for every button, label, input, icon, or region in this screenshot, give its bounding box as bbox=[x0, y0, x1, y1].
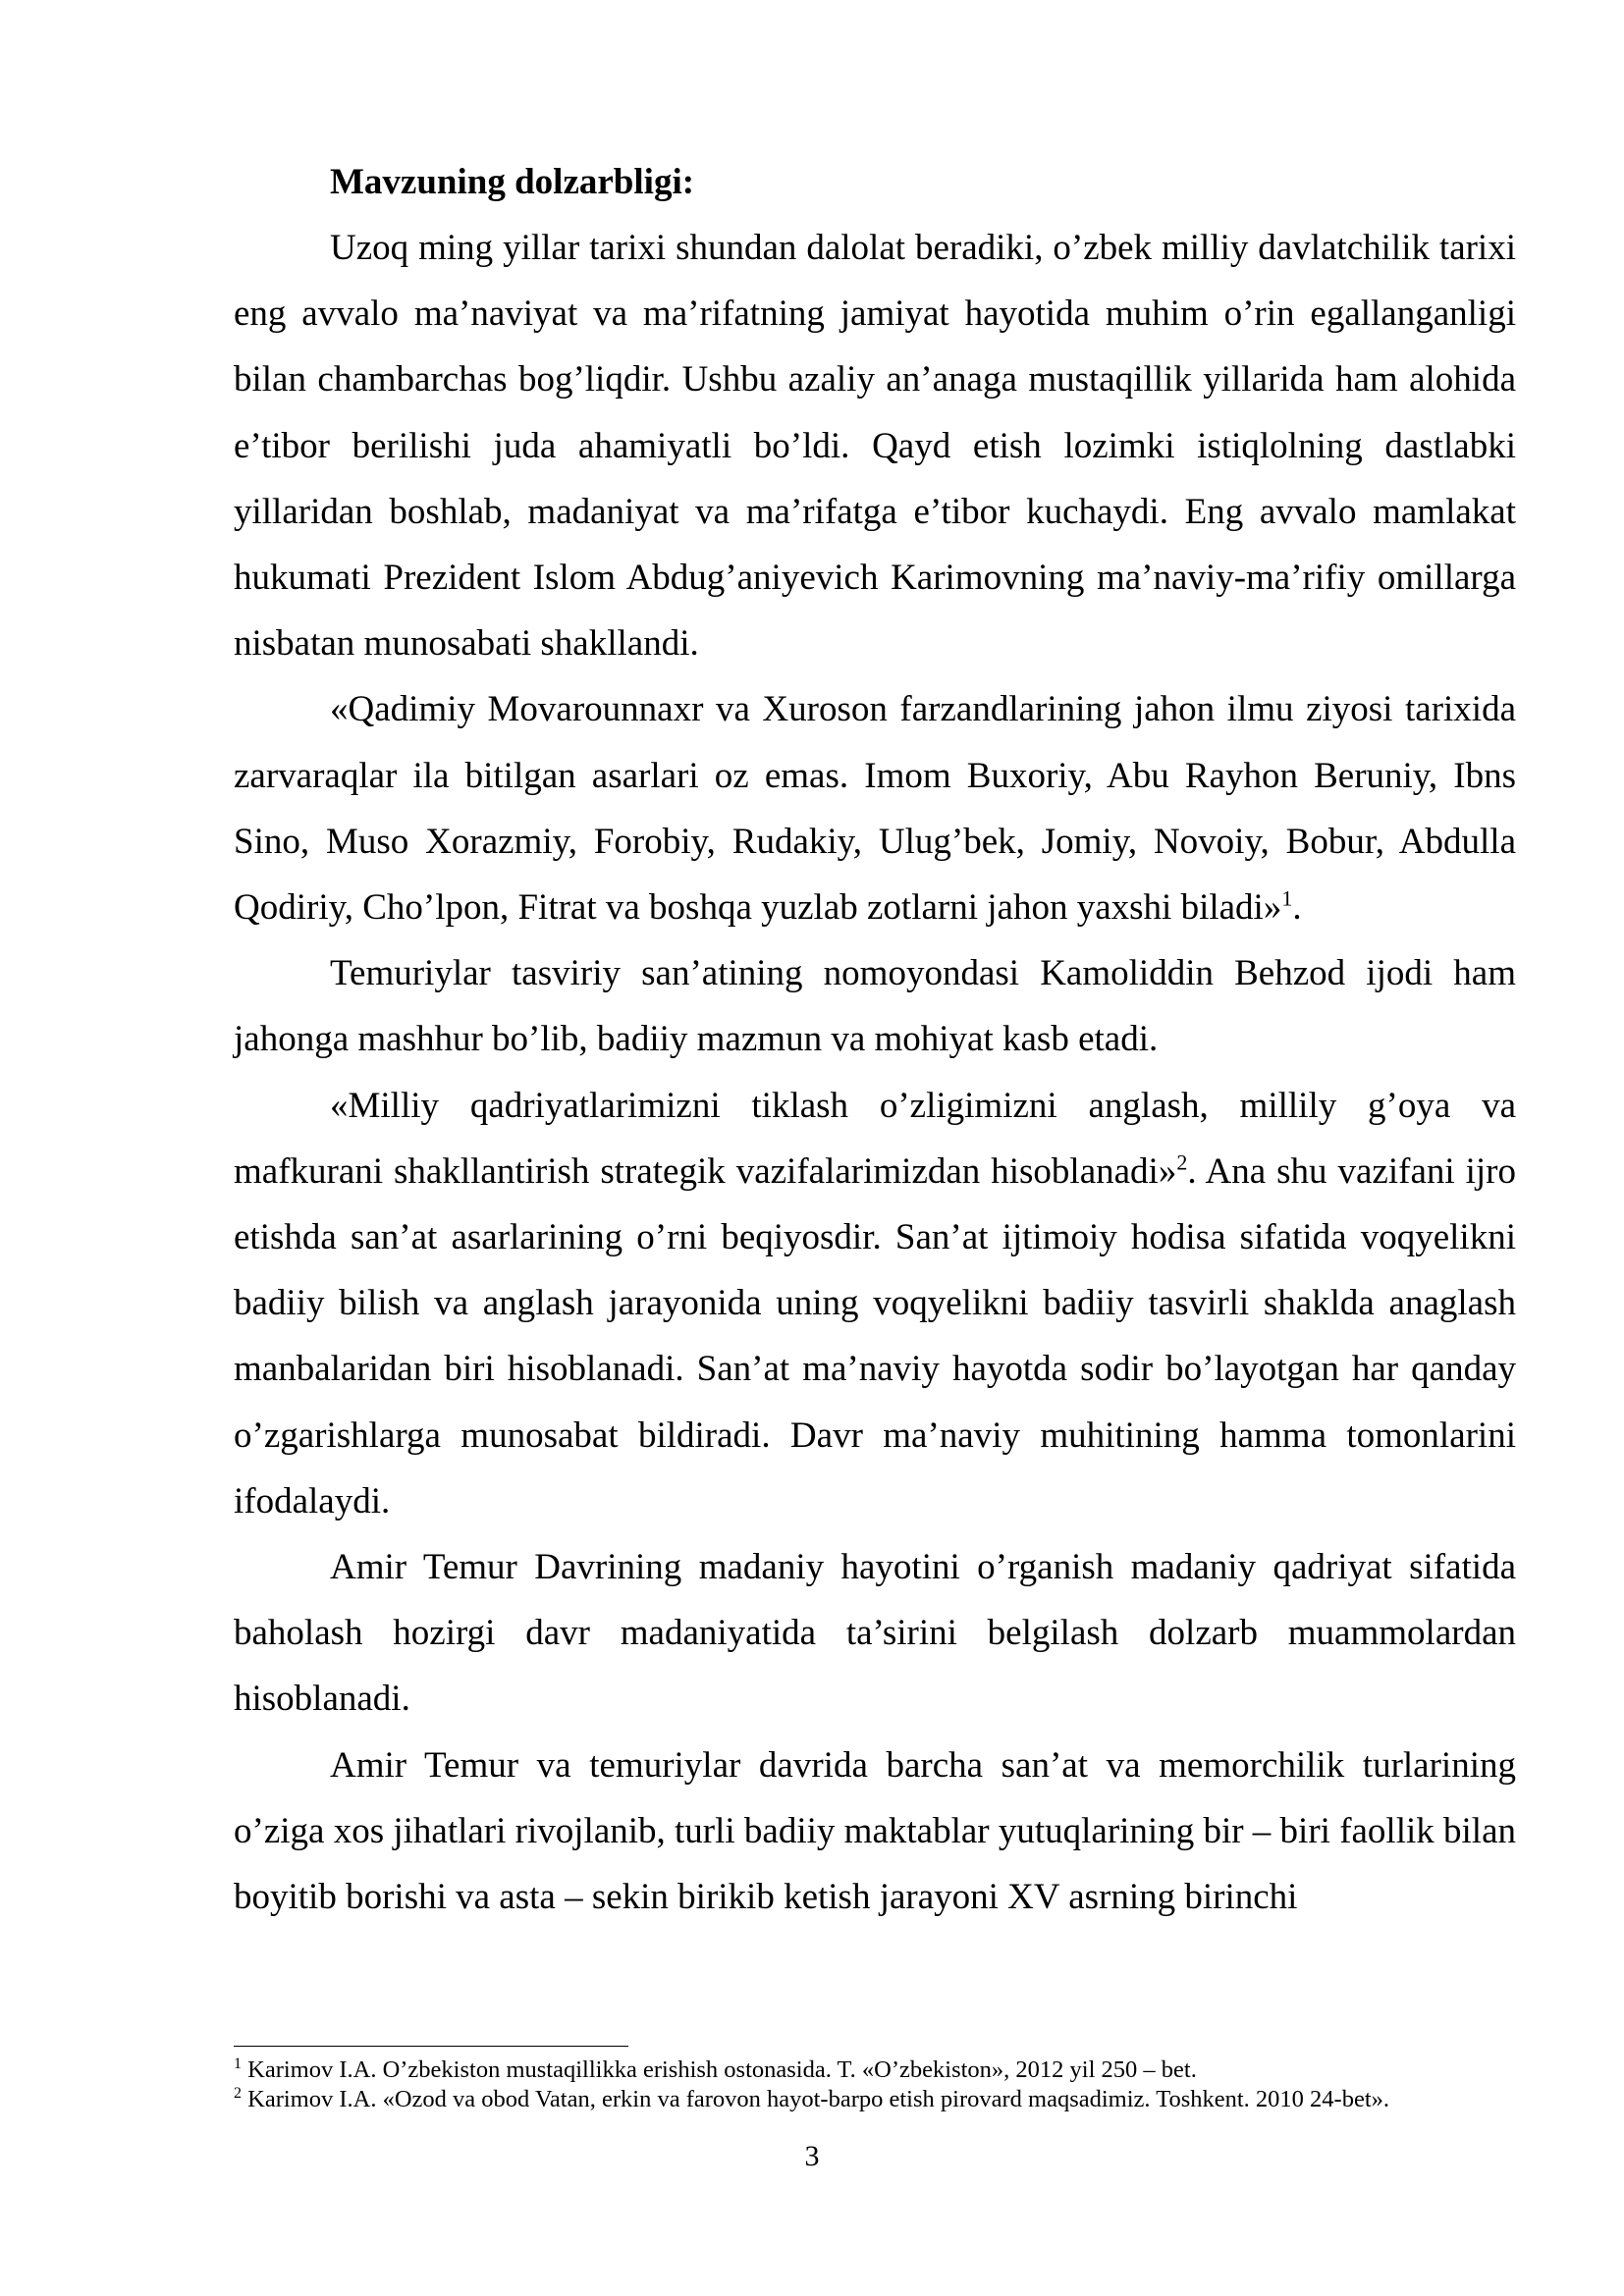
footnote-2 bbox=[234, 2085, 1516, 2114]
paragraph-3 bbox=[234, 940, 1516, 1072]
paragraph-text: Amir Temur Davrining madaniy hayotini o’rganish madaniy qadriyat sifatida baholash hozirgi davr madaniyatida ta’sirini belgilash dolzarb muammolardan hisoblanadi. bbox=[234, 1547, 1516, 1720]
paragraph-text: Amir Temur va temuriylar davrida barcha san’at va memorchilik turlarining o’ziga xos jihatlari rivojlanib, turli badiiy maktablar yutuqlarining bir – biri faollik bilan boyitib borishi va asta – sekin birikib ketish jarayoni XV asrning birinchi bbox=[234, 1744, 1517, 1918]
paragraph-6 bbox=[234, 1733, 1516, 1931]
footnote-1 bbox=[234, 2056, 1516, 2085]
footnotes bbox=[234, 2056, 1516, 2114]
paragraph-text-after: . Ana shu vazifani ijro etishda san’at asarlarining o’rni beqiyosdir. San’at ijtimoiy hodisa sifatida voqyelikni badiiy bilish va anglash jarayonida uning voqyelikni badiiy tasvirli shaklda anaglash manbalaridan biri hisoblanadi. San’at ma’naviy hayotda sodir bo’layotgan har qanday o’zgarishlarga munosabat bildiradi. Davr ma’naviy muhitining hamma tomonlarini ifodalaydi. bbox=[234, 1150, 1516, 1522]
page-number: 3 bbox=[804, 2140, 820, 2172]
paragraph-text: «Qadimiy Movarounnaxr va Xuroson farzandlarining jahon ilmu ziyosi tarixida zarvaraqlar ila bitilgan asarlari oz emas. Imom Buxoriy, Abu Rayhon Beruniy, Ibns Sino, Muso Xorazmiy, Forobiy, Rudakiy, Ulug’bek, Jomiy, Novoiy, Bobur, Abdulla Qodiriy, Cho’lpon, Fitrat va boshqa yuzlab zotlarni jahon yaxshi biladi» bbox=[234, 689, 1516, 929]
footnote-separator bbox=[234, 2046, 628, 2047]
paragraph-text: «Milliy qadriyatlarimizni tiklash o’zligimizni anglash, millily g’oya va mafkurani shakllantirish strategik vazifalarimizdan hisoblanadi» bbox=[234, 1085, 1516, 1192]
paragraph-4 bbox=[234, 1073, 1516, 1534]
section-heading: Mavzuning dolzarbligi: bbox=[330, 162, 695, 202]
paragraph-2 bbox=[234, 676, 1516, 940]
footnote-number: 2 bbox=[234, 2084, 242, 2102]
footnote-text: Karimov I.A. «Ozod va obod Vatan, erkin va farovon hayot-barpo etish pirovard maqsadimiz. Toshkent. 2010 24-bet». bbox=[242, 2086, 1390, 2112]
footnote-ref-1: 1 bbox=[1281, 885, 1293, 911]
footnote-number: 1 bbox=[234, 2055, 242, 2072]
paragraph-text: Temuriylar tasviriy san’atining nomoyondasi Kamoliddin Behzod ijodi ham jahonga mashhur bo’lib, badiiy mazmun va mohiyat kasb etadi. bbox=[234, 953, 1516, 1060]
footnote-text: Karimov I.A. O’zbekiston mustaqillikka erishish ostonasida. T. «O’zbekiston», 2012 yil 250 – bet. bbox=[242, 2056, 1197, 2083]
footnote-ref-2: 2 bbox=[1176, 1149, 1188, 1175]
paragraph-5 bbox=[234, 1534, 1516, 1733]
paragraph-text: Uzoq ming yillar tarixi shundan dalolat beradiki, o’zbek milliy davlatchilik tarixi eng avvalo ma’naviyat va ma’rifatning jamiyat hayotida muhim o’rin egallanganligi bilan chambarchas bog’liqdir. Ushbu azaliy an’anaga mustaqillik yillarida ham alohida e’tibor berilishi juda ahamiyatli bo’ldi. Qayd etish lozimki istiqlolning dastlabki yillaridan boshlab, madaniyat va ma’rifatga e’tibor kuchaydi. Eng avvalo mamlakat hukumati Prezident Islom Abdug’aniyevich Karimovning ma’naviy-ma’rifiy omillarga nisbatan munosabati shakllandi. bbox=[234, 228, 1516, 665]
paragraph-text-after: . bbox=[1292, 887, 1302, 929]
main-text bbox=[234, 149, 1516, 1930]
paragraph-1 bbox=[234, 215, 1516, 676]
